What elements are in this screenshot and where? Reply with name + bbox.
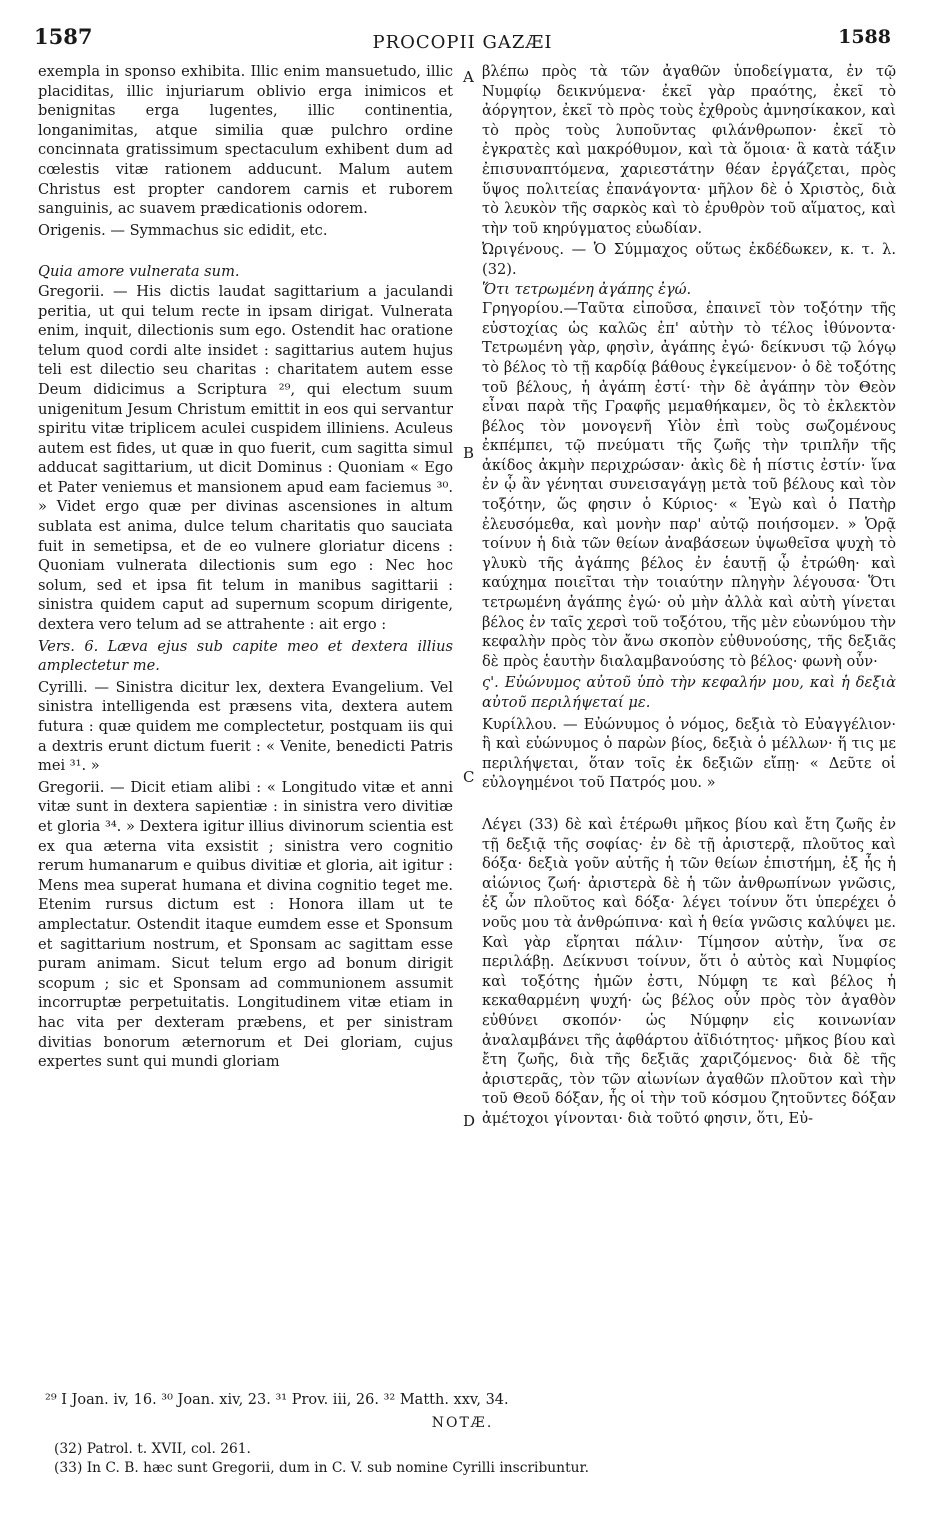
note-32: (32) Patrol. t. XVII, col. 261. bbox=[54, 1441, 251, 1457]
latin-origenis: Origenis. — Symmachus sic edidit, etc. bbox=[38, 221, 328, 239]
greek-paragraph-1: βλέπω πρὸς τὰ τῶν ἀγαθῶν ὑποδείγματα, ἐν τῷ Νυμφίῳ δεικνύμενα· ἐκεῖ γὰρ πραότης, ἐκεῖ τὸ ἀόργητον, ἐκεῖ τὸ πρὸς τοὺς ἐχθροὺς ἀμνησίκακον, καὶ τὸ πρὸς τοὺς λυποῦντας φιλάνθρωπον· ἐκεῖ τὸ ἐγκρατὲς καὶ μακρόθυμον, καὶ τὰ ὅμοια· ἃ κατὰ τάξιν ἐπισυναπτόμενα, χαριεστάτην θέαν ἐργάζεται, πρὸς ὕψος πολιτείας ἐπανάγοντα· μῆλον δὲ ὁ Χριστὸς, διὰ τὸ λευκὸν τῆς σαρκὸς καὶ τὸ ἐρυθρὸν τοῦ αἵματος, καὶ τὴν τοῦ κηρύγματος εὐωδίαν. bbox=[482, 63, 896, 237]
latin-verse-6: Vers. 6. Læva ejus sub capite meo et dextera illius amplectetur me. bbox=[38, 637, 453, 675]
greek-column bbox=[482, 62, 896, 1128]
running-header bbox=[34, 24, 891, 54]
greek-verse-6: ς'. Εὐώνυμος αὐτοῦ ὑπὸ τὴν κεφαλήν μου, καὶ ἡ δεξιὰ αὐτοῦ περιλήψεταί με. bbox=[482, 674, 896, 711]
notes-list bbox=[54, 1440, 589, 1478]
page-number-left: 1587 bbox=[34, 24, 93, 49]
greek-legei: Λέγει (33) δὲ καὶ ἑτέρωθι μῆκος βίου καὶ ἔτη ζωῆς ἐν τῇ δεξιᾷ τῆς σοφίας· ἐν δὲ τῇ ἀριστερᾷ, πλοῦτος καὶ δόξα· δεξιὰ γοῦν αὐτῆς ἡ τῶν θείων ἐπιστήμη, ἐξ ἧς ἡ αἰώνιος ζωή· ἀριστερὰ δὲ ἡ τῶν ἀνθρωπίνων γνῶσις, ἐξ ὧν πλοῦτος καὶ δόξα· λέγει τοίνυν ὅτι ὑπερέχει ὁ νοῦς μου τὰ ἀνθρώπινα· καὶ ἡ θεία γνῶσις καλύψει με. Καὶ γὰρ εἴρηται πάλιν· Τίμησον αὐτὴν, ἵνα σε περιλάβῃ. Δείκνυσι τοίνυν, ὅτι ὁ αὐτὸς καὶ Νυμφίος καὶ τοξότης ἡμῶν ἐστι, Νύμφη τε καὶ βέλος ἡ κεκαθαρμένη ψυχή· ὡς βέλος οὖν πρὸς τὸν ἀγαθὸν εὐθύνει σκοπόν· ὡς Νύμφην εἰς κοινωνίαν ἀναλαμβάνει τῆς ἀφθάρτου ἀϊδιότητος· μῆκος βίου καὶ ἔτη ζωῆς, διὰ τῆς δεξιᾶς χαριζόμενος· διὰ δὲ τῆς ἀριστερᾶς, τὸν τῶν αἰωνίων ἀγαθῶν πλοῦτον καὶ τὴν τοῦ Θεοῦ δόξαν, ἧς οἱ τὴν τοῦ κόσμου ζητοῦντες δόξαν ἀμέτοχοι γίνονται· διὰ τοῦτό φησιν, ὅτι, Εὐ- bbox=[482, 815, 896, 1127]
margin-marker-a: A bbox=[463, 68, 474, 86]
page-number-right: 1588 bbox=[838, 26, 891, 48]
note-33: (33) In C. B. hæc sunt Gregorii, dum in C. V. sub nomine Cyrilli inscribuntur. bbox=[54, 1460, 589, 1476]
greek-kyrillou: Κυρίλλου. — Εὐώνυμος ὁ νόμος, δεξιὰ τὸ Εὐαγγέλιον· ἢ καὶ εὐώνυμος ὁ παρὼν βίος, δεξιὰ ὁ μέλλων· ἥ τις με περιλήψεται, ὅταν τοῖς ἐκ δεξιῶν εἴπῃ· « Δεῦτε οἱ εὐλογημένοι τοῦ Πατρός μου. » bbox=[482, 715, 896, 792]
latin-column bbox=[38, 62, 453, 1072]
greek-verse-oti: Ὅτι τετρωμένη ἀγάπης ἐγώ. bbox=[482, 280, 692, 298]
notae-heading: NOTÆ. bbox=[431, 1415, 494, 1431]
margin-marker-d: D bbox=[463, 1112, 476, 1130]
greek-origenis: Ὠριγένους. — Ὁ Σύμμαχος οὕτως ἐκδέδωκεν, κ. τ. λ. (32). bbox=[482, 241, 896, 278]
latin-paragraph-1: exempla in sponso exhibita. Illic enim mansuetudo, illic placiditas, illic injuriarum oblivio erga inimicos et benignitas erga lugentes, illic continentia, longanimitas, atque similia quæ pulchro ordine concinnata gratissimum spectaculum exhibent dum ad cœlestis vitæ rationem adducunt. Malum autem Christus est propter candorem carnis et ruborem sanguinis, ac suavem prædicationis odorem. bbox=[38, 63, 453, 218]
latin-verse-quia: Quia amore vulnerata sum. bbox=[38, 263, 240, 281]
latin-gregorii-1: Gregorii. — His dictis laudat sagittarium a jaculandi peritia, ut qui telum recte in ipsam dirigat. Vulnerata enim, inquit, dilectionis sum ego. Ostendit hac oratione telum quod cordi alte insidet : sagittarius autem hujus teli est dilectio seu charitas : charitatem autem esse Deum didicimus a Scriptura ²⁹, qui electum suum unigenitum Jesum Christum emittit in eos qui servantur spiritu vitæ triplicem aculei cuspidem illiniens. Aculeus autem est fides, ut quæ in quo fuerit, cum sagitta simul adducat sagittarium, ut dicit Dominus : Quoniam « Ego et Pater veniemus et mansionem apud eam faciemus ³⁰. » Videt ergo quæ per divinas ascensiones in altum sublata est anima, dulce telum charitatis quo sauciata fuit in semetipsa, et de eo vulnere gloriatur dicens : Quoniam vulnerata dilectionis sum ego : Nec hoc solum, sed et ipsa fit telum in manibus sagittarii : sinistra quidem caput ad supernum scopum dirigente, dextera vero telum ad se attrahente : ait ergo : bbox=[38, 282, 453, 634]
greek-gregoriou: Γρηγορίου.—Ταῦτα εἰποῦσα, ἐπαινεῖ τὸν τοξότην τῆς εὐστοχίας ὡς καλῶς ἐπ' αὐτὴν τὸ τέλος ἰθύνοντα· Τετρωμένη γὰρ, φησὶν, ἀγάπης ἐγώ· δείκνυσι τῷ λόγῳ τὸ βέλος τὸ τῇ καρδίᾳ βάθους ἐγκείμενον· ὁ δὲ τοξότης τοῦ βέλους, ἡ ἀγάπη ἐστί· τὴν δὲ ἀγάπην τὸν Θεὸν εἶναι παρὰ τῆς Γραφῆς μεμαθήκαμεν, ὃς τὸ ἐκλεκτὸν βέλος τὸν μονογενῆ Υἱὸν ἐπὶ τοὺς σωζομένους ἐκπέμπει, τῷ πνεύματι τῆς ζωῆς τὴν τριπλῆν τῆς ἀκίδος ἀκμὴν περιχρώσαν· ἀκὶς δὲ ἡ πίστις ἐστίν· ἵνα ἐν ᾧ ἂν γένηται συνεισαγάγῃ μετὰ τοῦ βέλους καὶ τὸν τοξότην, ὥς φησιν ὁ Κύριος· « Ἐγὼ καὶ ὁ Πατὴρ ἐλευσόμεθα, καὶ μονὴν παρ' αὐτῷ ποιήσομεν. » Ὁρᾷ τοίνυν ἡ διὰ τῶν θείων ἀναβάσεων ὑψωθεῖσα ψυχὴ τὸ γλυκὺ τῆς ἀγάπης βέλος ἐν ἑαυτῇ ᾧ ἐτρώθη· καὶ καύχημα ποιεῖται τὴν τοιαύτην πληγὴν λέγουσα· Ὅτι τετρωμένη ἀγάπης ἐγώ· οὐ μὴν ἀλλὰ καὶ αὐτὴ γίνεται βέλος ἐν ταῖς χερσὶ τοῦ τοξότου, τῆς μὲν εὐωνύμου τὴν κεφαλὴν πρὸς τὸν ἄνω σκοπὸν εὐθυνούσης, τῆς δεξιᾶς δὲ πρὸς ἑαυτὴν διαλαμβανούσης τὸ βέλος· φωνὴ οὖν· bbox=[482, 300, 896, 670]
running-title: PROCOPII GAZÆI bbox=[372, 32, 553, 53]
latin-cyrilli: Cyrilli. — Sinistra dicitur lex, dextera Evangelium. Vel sinistra intelligenda est præsens vita, dextera autem futura : quæ quidem me complectetur, postquam iis qui a dextris erunt dictum fuerit : « Venite, benedicti Patris mei ³¹. » bbox=[38, 678, 453, 775]
footnote-references: ²⁹ I Joan. iv, 16. ³⁰ Joan. xiv, 23. ³¹ Prov. iii, 26. ³² Matth. xxv, 34. bbox=[45, 1392, 509, 1408]
margin-marker-c: C bbox=[463, 768, 475, 786]
latin-gregorii-2: Gregorii. — Dicit etiam alibi : « Longitudo vitæ et anni vitæ sunt in dextera sapientiæ : in sinistra vero divitiæ et gloria ³⁴. » Dextera igitur illius divinorum scientia est ex qua æterna vita exsistit ; sinistra vero cognitio rerum humanarum e quibus divitiæ et gloria, ait igitur : Mens mea superat humana et divina cognitio teget me. Etenim rursus dictum est : Honora illam ut te amplectatur. Ostendit itaque eumdem esse et Sponsum et sagittarium nostrum, et Sponsam ac sagittam esse puram animam. Sicut telum ergo ad bonum dirigit scopum ; sic et Sponsam ad communionem assumit incorruptæ perpetuitatis. Longitudinem vitæ etiam in hac vita per dexteram præbens, et per sinistram divitias bonorum æternorum et Dei gloriam, cujus expertes sunt qui mundi gloriam bbox=[38, 778, 453, 1071]
margin-marker-b: B bbox=[463, 444, 475, 462]
